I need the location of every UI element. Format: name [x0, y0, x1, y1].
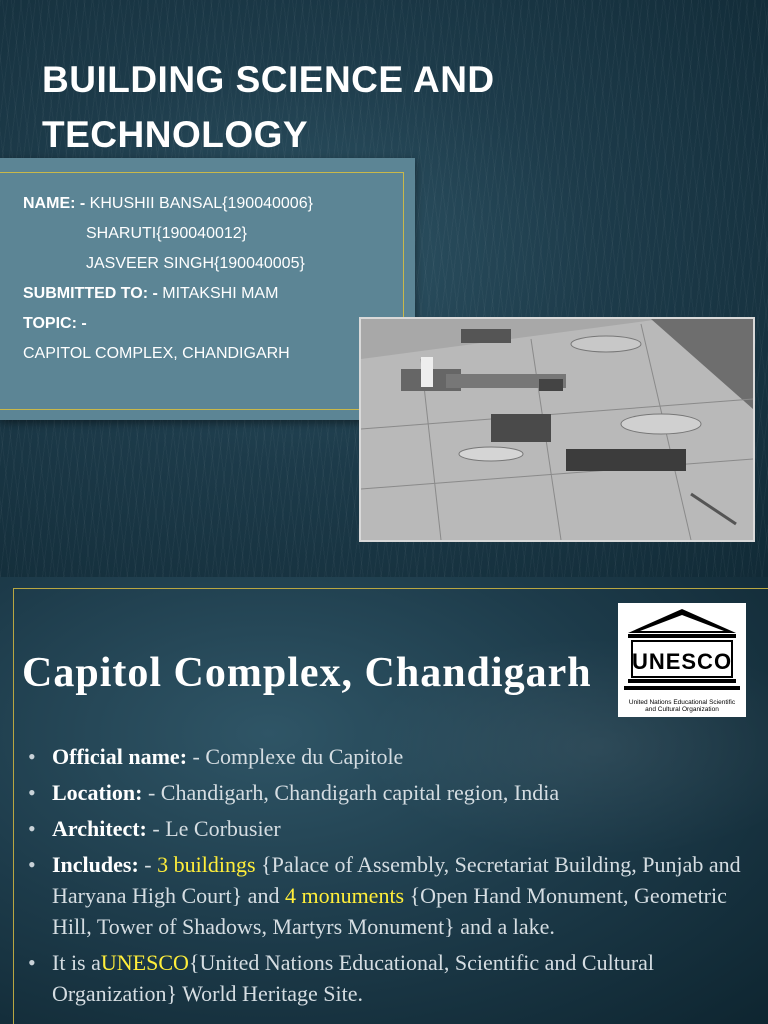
temple-icon — [618, 603, 746, 699]
buildings-highlight: 3 buildings — [157, 852, 256, 877]
submitted-value: MITAKSHI MAM — [162, 285, 279, 302]
content-slide — [0, 577, 768, 1024]
architectural-model-photo — [359, 317, 755, 542]
unesco-logo — [618, 603, 746, 717]
member-3: JASVEER SINGH{190040005} — [86, 255, 305, 272]
name-line — [23, 194, 313, 214]
member-1: KHUSHII BANSAL{190040006} — [89, 195, 313, 212]
monuments-highlight: 4 monuments — [284, 883, 405, 908]
unesco-wordmark: UNESCO — [631, 649, 733, 674]
info-box — [0, 158, 415, 420]
bullet-official-name: • Official name: - Complexe du Capitole — [28, 741, 758, 772]
member-2: SHARUTI{190040012} — [86, 225, 247, 242]
name-label: NAME: - — [23, 195, 86, 212]
bullet-includes: • Includes: - 3 buildings {Palace of Assembly, Secretariat Building, Punjab and Haryana High Court} and 4 monuments {Open Hand Monument, Geometric Hill, Tower of Shadows, Martyrs Monument} and a lake. — [28, 849, 758, 942]
bullet-unesco: • It is aUNESCO{United Nations Educational, Scientific and Cultural Organization} World Heritage Site. — [28, 947, 758, 1009]
unesco-highlight: UNESCO — [100, 950, 189, 975]
bullet-architect: • Architect: - Le Corbusier — [28, 813, 758, 844]
submitted-label: SUBMITTED TO: - — [23, 285, 158, 302]
title-line-1: BUILDING SCIENCE AND — [42, 59, 495, 100]
topic-value: CAPITOL COMPLEX, CHANDIGARH — [23, 345, 290, 362]
slide-title — [42, 52, 642, 162]
model-illustration — [361, 319, 753, 540]
slide-heading: Capitol Complex, Chandigarh — [22, 650, 592, 696]
topic-label: TOPIC: - — [23, 315, 87, 332]
submitted-line — [23, 284, 278, 304]
unesco-caption: United Nations Educational Scientific and Cultural Organization — [628, 699, 736, 713]
bullet-list — [28, 741, 758, 1014]
title-line-2: TECHNOLOGY — [42, 114, 309, 155]
bullet-location: • Location: - Chandigarh, Chandigarh capital region, India — [28, 777, 758, 808]
